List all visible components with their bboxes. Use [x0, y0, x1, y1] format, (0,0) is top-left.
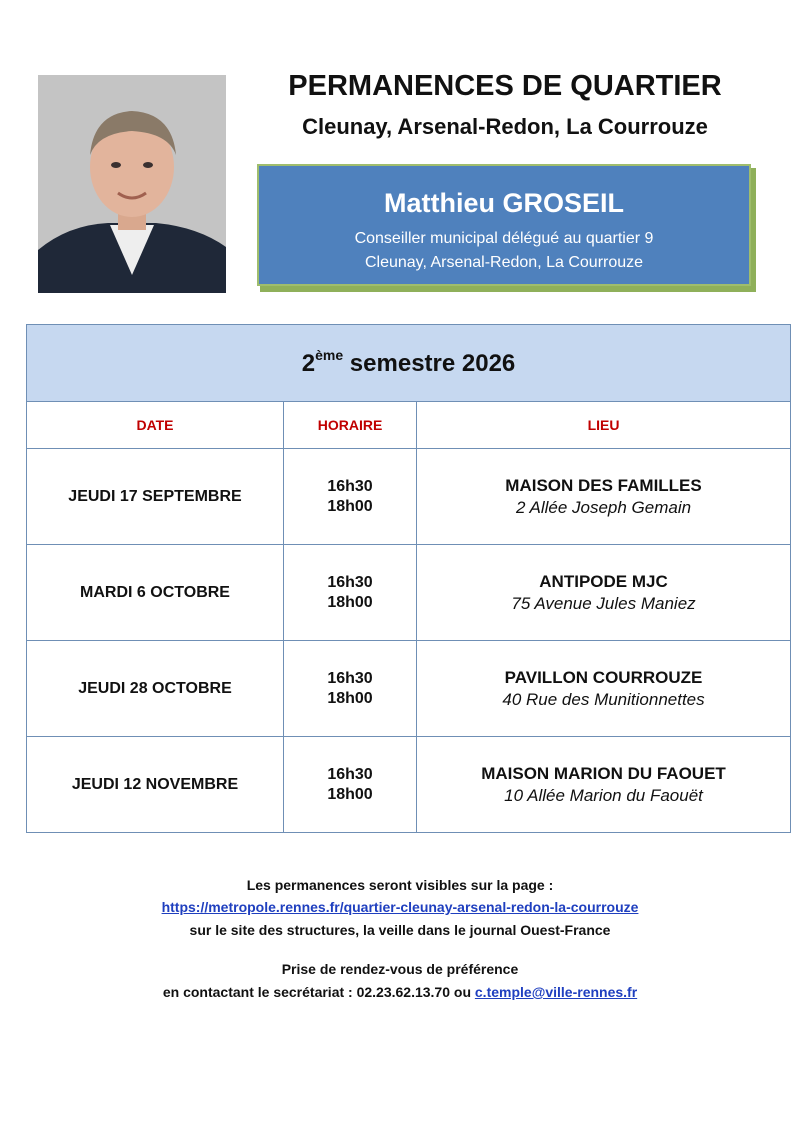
table-row [27, 545, 791, 641]
schedule-table [26, 324, 791, 833]
row-hours [284, 449, 417, 545]
end-time: 18h00 [327, 497, 373, 515]
councillor-name: Matthieu GROSEIL [383, 188, 624, 218]
semester-superscript: ème [315, 346, 344, 363]
end-time: 18h00 [327, 593, 373, 611]
end-time: 18h00 [327, 689, 373, 707]
place-name: PAVILLON COURROUZE [504, 667, 703, 687]
semester-number: 2 [301, 349, 316, 377]
row-location [417, 545, 791, 641]
place-name: ANTIPODE MJC [539, 571, 668, 591]
place-name: MAISON DES FAMILLES [505, 475, 702, 495]
column-header-place: LIEU [417, 402, 791, 449]
row-location [417, 737, 791, 833]
place-address: 75 Avenue Jules Maniez [511, 593, 696, 613]
row-date: JEUDI 28 OCTOBRE [27, 641, 284, 737]
table-row [27, 449, 791, 545]
row-date: MARDI 6 OCTOBRE [27, 545, 284, 641]
councillor-card [257, 164, 751, 286]
semester-label: semestre 2026 [343, 349, 516, 377]
councillor-area: Cleunay, Arsenal-Redon, La Courrouze [364, 254, 644, 271]
table-header-row [27, 402, 791, 449]
column-header-date: DATE [27, 402, 284, 449]
place-address: 2 Allée Joseph Gemain [515, 497, 692, 517]
contact-phone-text: en contactant le secrétariat : 02.23.62.13.70 ou [162, 984, 475, 1000]
email-link[interactable]: c.temple@ville-rennes.fr [474, 984, 638, 1000]
quartier-page-link[interactable]: https://metropole.rennes.fr/quartier-cleunay-arsenal-redon-la-courrouze [161, 899, 639, 915]
semester-heading [27, 325, 791, 402]
page-title: PERMANENCES DE QUARTIER [288, 70, 722, 102]
column-header-time: HORAIRE [284, 402, 417, 449]
row-location [417, 641, 791, 737]
start-time: 16h30 [327, 669, 373, 687]
footer-link-line [0, 899, 800, 915]
row-hours [284, 737, 417, 833]
table-row [27, 737, 791, 833]
place-address: 10 Allée Marion du Faouët [504, 785, 703, 805]
row-date: JEUDI 12 NOVEMBRE [27, 737, 284, 833]
portrait-photo [38, 75, 226, 293]
row-hours [284, 545, 417, 641]
page-subtitle: Cleunay, Arsenal-Redon, La Courrouze [302, 114, 708, 139]
table-row [27, 641, 791, 737]
councillor-role: Conseiller municipal délégué au quartier 9 [354, 230, 654, 247]
footer-line-1: Les permanences seront visibles sur la page : [246, 877, 554, 893]
place-address: 40 Rue des Munitionnettes [502, 689, 705, 709]
end-time: 18h00 [327, 785, 373, 803]
start-time: 16h30 [327, 477, 373, 495]
footer-line-4: Prise de rendez-vous de préférence [281, 961, 519, 977]
footer-line-3: sur le site des structures, la veille dans le journal Ouest-France [189, 922, 611, 938]
start-time: 16h30 [327, 573, 373, 591]
place-name: MAISON MARION DU FAOUET [481, 763, 726, 783]
footer-contact-line [0, 984, 800, 1000]
row-location [417, 449, 791, 545]
start-time: 16h30 [327, 765, 373, 783]
row-date: JEUDI 17 SEPTEMBRE [27, 449, 284, 545]
row-hours [284, 641, 417, 737]
